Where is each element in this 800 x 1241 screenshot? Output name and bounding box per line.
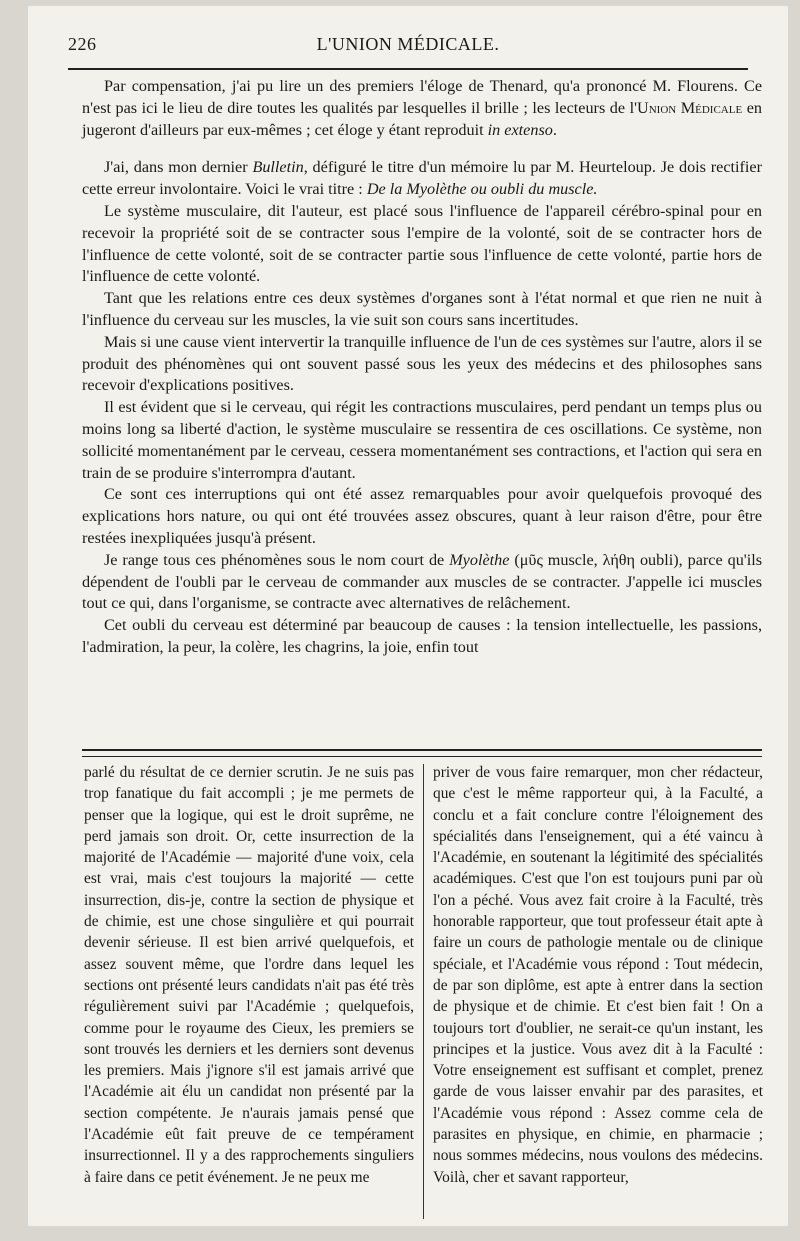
paragraph-myolethe: Je range tous ces phénomènes sous le nom court de Myolèthe (μῦς muscle, λήθη oubli), parce qu'ils dépendent de l'oubli par le cerveau de commander aux muscles de se contracter. J'appelle ici muscles tout ce qui, dans l'organisme, se contracte avec alternatives de relâchement. xyxy=(82,550,762,613)
paragraph-oubli: Cet oubli du cerveau est déterminé par beaucoup de causes : la tension intellectuelle, les passions, l'admiration, la peur, la colère, les chagrins, la joie, enfin tout xyxy=(82,616,762,656)
paragraph-heurteloup: J'ai, dans mon dernier Bulletin, défiguré le titre d'un mémoire lu par M. Heurteloup. Je dois rectifier cette erreur involontaire. Voici le vrai titre : De la Myolèthe ou oubli du muscle. xyxy=(82,158,762,199)
article-body xyxy=(82,76,762,659)
paragraph-cause: Mais si une cause vient intervertir la tranquille influence de l'un de ces systèmes sur l'autre, alors il se produit des phénomènes qui ont souvent passé sous les yeux des médecins et des philosophes sans recevoir d'explications positives. xyxy=(82,332,762,395)
section-divider xyxy=(82,749,762,757)
paragraph-relations: Tant que les relations entre ces deux systèmes d'organes sont à l'état normal et que rien ne nuit à l'influence du cerveau sur les muscles, la vie suit son cours sans incertitudes. xyxy=(82,289,762,329)
header-rule xyxy=(68,68,748,70)
feuilleton-columns xyxy=(84,762,764,1219)
paragraph-interruptions: Ce sont ces interruptions qui ont été assez remarquables pour avoir quelquefois provoqué des explications hors nature, ou qui ont été trouvées assez obscures, quant à leur raison d'être, pour être restées inexpliquées jusqu'à présent. xyxy=(82,485,762,547)
right-column xyxy=(433,762,763,1219)
paragraph-cerveau: Il est évident que si le cerveau, qui régit les contractions musculaires, perd pendant un temps plus ou moins long sa liberté d'action, le système musculaire se ressentira de ces oscillations. Ce système, non sollicité momentanément par le cerveau, cessera momentanément ses contractions, et l'action qui sera en train de se produire s'interrompra d'autant. xyxy=(82,398,762,482)
newspaper-page xyxy=(28,6,788,1226)
paragraph-systeme: Le système musculaire, dit l'auteur, est placé sous l'influence de l'appareil cérébro-spinal pour en recevoir la propriété soit de se contracter sous l'empire de la volonté, soit de se contracter hors de l'influence de cette volonté, soit de se contracter partie sous l'influence de cette volonté, partie hors de l'influence de cette volonté. xyxy=(82,201,762,286)
page-header xyxy=(68,34,748,62)
left-column-text: parlé du résultat de ce dernier scrutin. Je ne suis pas trop fanatique du fait accompli ; je me permets de penser que la logique, qui est le droit suprême, ne perd jamais son droit. Or, cette insurrection de la majorité de l'Académie — majorité d'une voix, cela est vrai, mais c'est toujours la majorité — cette insurrection, dis-je, contre la section de physique et de chimie, est une chose singulière et qui pourrait devenir sérieuse. Il est bien arrivé quelquefois, et assez souvent même, que l'ordre dans lequel les sections ont présenté leurs candidats n'ait pas été très régulièrement suivi par l'Académie ; quelquefois, comme pour le royaume des Cieux, les premiers se sont trouvés les derniers et les derniers sont devenus les premiers. Mais j'ignore s'il est jamais arrivé que l'Académie ait élu un candidat non présenté par la section compétente. Je n'aurais jamais pensé que l'Académie eût fait preuve de ce tempérament insurrectionnel. Il y a des rapprochements singuliers à faire dans ce petit événement. Je ne peux me xyxy=(84,764,414,1186)
page-number: 226 xyxy=(68,34,97,54)
column-separator xyxy=(423,764,424,1219)
right-column-text: priver de vous faire remarquer, mon cher rédacteur, que c'est le même rapporteur qui, à la Faculté, a conclu et a fait conclure contre l'éloignement des spécialités dans l'enseignement, qui a été vaincu à l'Académie, en soutenant la légitimité des spécialités académiques. C'est que l'on est toujours puni par où l'on a péché. Vous avez fait croire à la Faculté, très honorable rapporteur, que tout professeur était apte à faire un cours de pathologie mentale ou de clinique spéciale, et l'Académie vous répond : Tout médecin, de par son diplôme, est apte à entrer dans la section de physique et de chimie. Et c'est bien fait ! On a toujours tort d'oublier, ne serait-ce qu'un instant, les principes et la justice. Vous avez dit à la Faculté : Votre enseignement est suffisant et complet, prenez garde de vous laisser envahir par des parasites, et l'Académie vous répond : Assez comme cela de parasites en physique, en chimie, en pharmacie ; nous sommes médecins, nous voulons des médecins. Voilà, cher et savant rapporteur, xyxy=(433,764,763,1186)
paragraph-flourens: Par compensation, j'ai pu lire un des premiers l'éloge de Thenard, qu'a prononcé M. Flourens. Ce n'est pas ici le lieu de dire toutes les qualités par lesquelles il brille ; les lecteurs de l'Union Médicale en jugeront d'ailleurs par eux-mêmes ; cet éloge y étant reproduit in extenso. xyxy=(82,77,763,139)
left-column xyxy=(84,762,414,1219)
journal-title: L'UNION MÉDICALE. xyxy=(316,34,500,54)
